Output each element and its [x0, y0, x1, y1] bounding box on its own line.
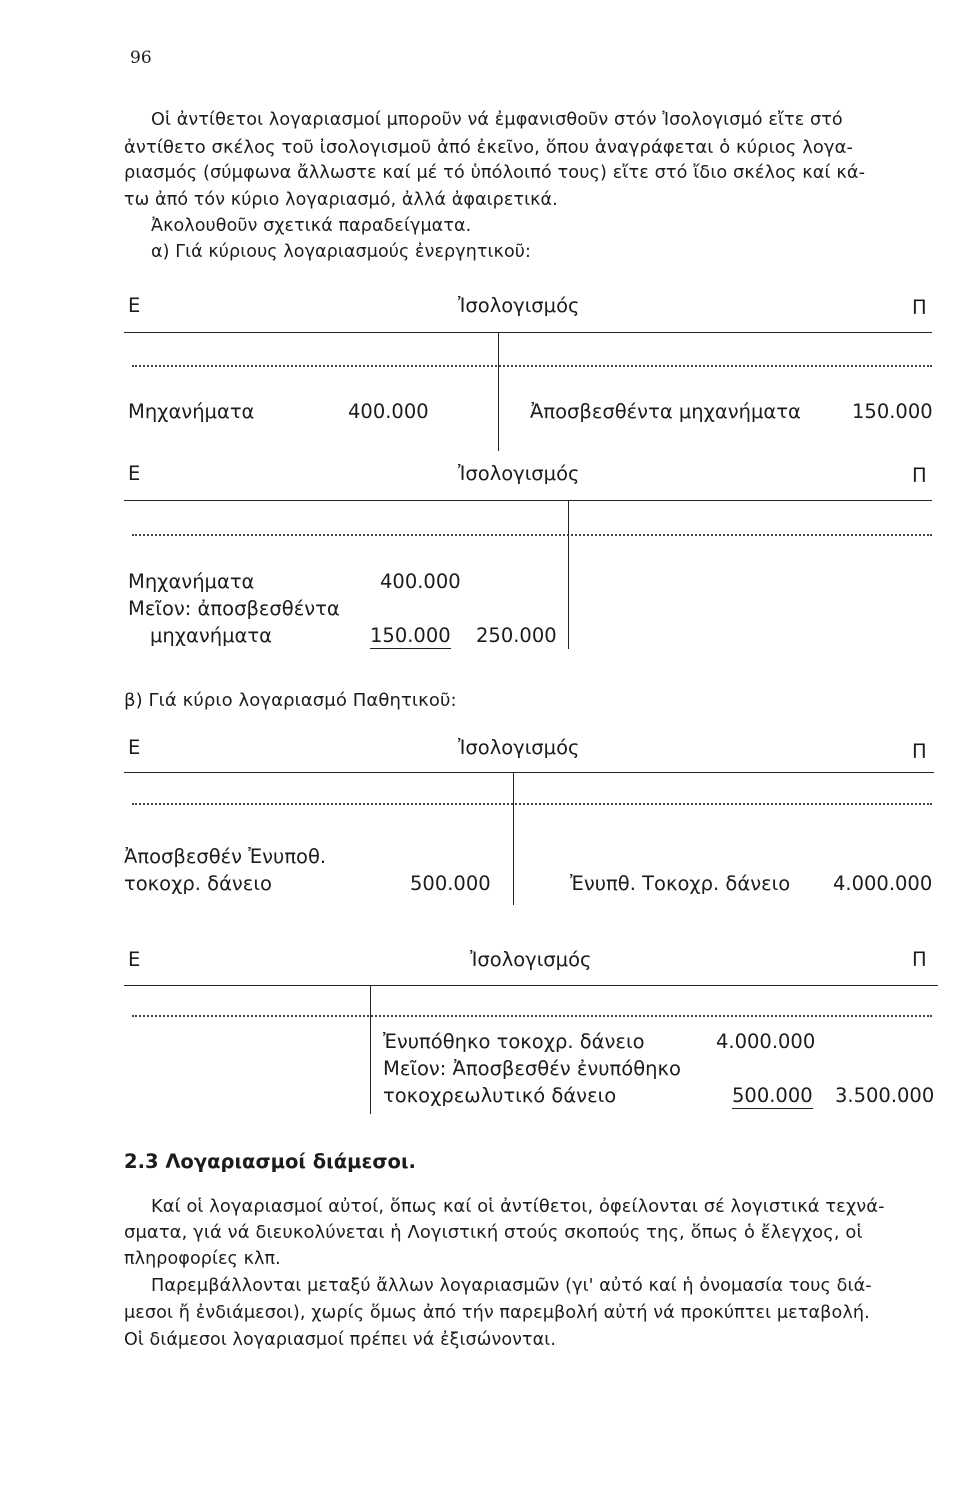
- machinery-amount: 400.000: [348, 400, 429, 423]
- ledger-top-rule: [124, 772, 934, 773]
- amortizing-loan-label: τοκοχρεωλυτικό δάνειο: [383, 1084, 617, 1107]
- ledger-credit-label: Π: [912, 948, 927, 971]
- intro-line-6: α) Γιά κύριους λογαριασμούς ἐνεργητικοῦ:: [151, 242, 531, 262]
- ledger-debit-label: Ε: [128, 462, 141, 485]
- ledger-top-rule: [124, 985, 938, 986]
- ledger-debit-label: Ε: [128, 736, 141, 759]
- mortgage-loan-amount: 4.000.000: [716, 1030, 816, 1053]
- section-line-3: πληροφορίες κλπ.: [124, 1249, 281, 1269]
- section-line-1: Καί οἱ λογαριασμοί αὐτοί, ὅπως καί οἱ ἀντίθετοι, ὀφείλονται σέ λογιστικά τεχνά-: [151, 1196, 885, 1217]
- intro-line-5: Ἀκολουθοῦν σχετικά παραδείγματα.: [151, 216, 472, 236]
- liabilities-heading: β) Γιά κύριο λογαριασμό Παθητικοῦ:: [124, 690, 457, 711]
- ledger-title: Ἰσολογισμός: [458, 736, 580, 759]
- machinery-label: Μηχανήματα: [128, 400, 255, 423]
- amortized-mortgage-label: Ἀποσβεσθέν Ἐνυποθ.: [124, 845, 327, 868]
- section-line-4: Παρεμβάλλονται μεταξύ ἄλλων λογαριασμῶν (γι' αὐτό καί ἡ ὀνομασία τους διά-: [151, 1276, 872, 1296]
- mortgage-loan-amount: 4.000.000: [833, 872, 933, 895]
- ledger-divider: [513, 773, 514, 905]
- intro-line-4: τω ἀπό τόν κύριο λογαριασμό, ἀλλά ἀφαιρετικά.: [124, 190, 558, 210]
- net-machinery-amount: 250.000: [476, 624, 557, 647]
- section-line-6: Οἱ διάμεσοι λογαριασμοί πρέπει νά ἐξισώνονται.: [124, 1330, 556, 1350]
- mortgage-loan-label: Ἐνυπθ. Τοκοχρ. δάνειο: [570, 872, 791, 895]
- depreciated-machinery-amount: 150.000: [852, 400, 933, 423]
- mortgage-loan-label: Ἐνυπόθηκο τοκοχρ. δάνειο: [383, 1030, 645, 1053]
- net-loan-amount: 3.500.000: [835, 1084, 935, 1107]
- ledger-title: Ἰσολογισμός: [458, 462, 580, 485]
- ledger-dotted-rule: [132, 534, 932, 540]
- ledger-credit-label: Π: [912, 296, 927, 319]
- ledger-divider: [370, 986, 371, 1114]
- ledger-dotted-rule: [132, 1015, 932, 1021]
- amortized-amount: 500.000: [732, 1084, 813, 1107]
- less-amortized-label: Μεῖον: Ἀποσβεσθέν ἐνυπόθηκο: [383, 1057, 681, 1080]
- intro-line-1: Οἱ ἀντίθετοι λογαριασμοί μποροῦν νά ἐμφανισθοῦν στόν Ἰσολογισμό εἴτε στό: [151, 110, 843, 130]
- ledger-debit-label: Ε: [128, 948, 141, 971]
- ledger-top-rule: [124, 500, 932, 501]
- section-line-5: μεσοι ἤ ἐνδιάμεσοι), χωρίς ὅμως ἀπό τήν παρεμβολή αὐτή νά προκύπτει μεταβολή.: [124, 1303, 870, 1323]
- ledger-debit-label: Ε: [128, 294, 141, 317]
- machinery-label: Μηχανήματα: [128, 570, 255, 593]
- ledger-credit-label: Π: [912, 464, 927, 487]
- machinery-amount: 400.000: [380, 570, 461, 593]
- intro-line-3: ριασμός (σύμφωνα ἄλλωστε καί μέ τό ὑπόλοιπό τους) εἴτε στό ἴδιο σκέλος καί κά-: [124, 163, 866, 183]
- page-number: 96: [130, 48, 152, 68]
- less-depreciated-label: Μεῖον: ἀποσβεσθέντα: [128, 597, 340, 620]
- loan-label: τοκοχρ. δάνειο: [124, 872, 272, 895]
- depreciated-machinery-label: Ἀποσβεσθέντα μηχανήματα: [530, 400, 801, 423]
- depreciated-amount: 150.000: [370, 624, 451, 647]
- amortized-amount: 500.000: [410, 872, 491, 895]
- section-line-2: σματα, γιά νά διευκολύνεται ἡ Λογιστική στούς σκοπούς της, ὅπως ὁ ἔλεγχος, οἱ: [124, 1222, 863, 1243]
- ledger-credit-label: Π: [912, 740, 927, 763]
- ledger-dotted-rule: [132, 803, 932, 809]
- machinery-sub-label: μηχανήματα: [150, 624, 272, 647]
- ledger-divider: [568, 501, 569, 649]
- section-heading: 2.3 Λογαριασμοί διάμεσοι.: [124, 1150, 416, 1173]
- ledger-title: Ἰσολογισμός: [470, 948, 592, 971]
- ledger-divider: [498, 333, 499, 451]
- intro-line-2: ἀντίθετο σκέλος τοῦ ἰσολογισμοῦ ἀπό ἐκεῖνο, ὅπου ἀναγράφεται ὁ κύριος λογα-: [124, 137, 854, 158]
- ledger-title: Ἰσολογισμός: [458, 294, 580, 317]
- ledger-top-rule: [124, 332, 932, 333]
- ledger-dotted-rule: [132, 365, 932, 371]
